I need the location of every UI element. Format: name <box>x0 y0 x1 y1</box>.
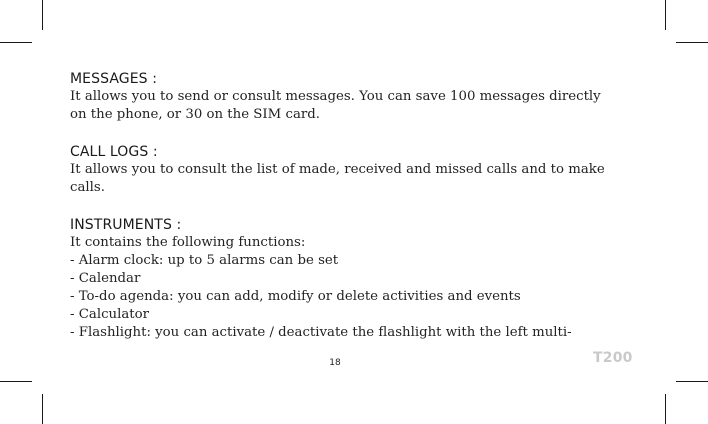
body-line: It allows you to consult the list of made, received and missed calls and to make <box>70 162 605 177</box>
body-line: It contains the following functions: <box>70 235 306 250</box>
section-call-logs <box>70 143 650 197</box>
section-heading <box>70 216 650 234</box>
crop-mark-bottom-left <box>0 381 32 382</box>
body-line: on the phone, or 30 on the SIM card. <box>70 107 320 122</box>
model-label: T200 <box>593 350 633 366</box>
body-line: calls. <box>70 180 105 195</box>
crop-mark-top-left <box>0 42 32 43</box>
page-number: 18 <box>329 358 341 368</box>
list-item: - Alarm clock: up to 5 alarms can be set <box>70 253 339 268</box>
section-body <box>70 88 650 124</box>
section-body <box>70 234 650 342</box>
section-separator: : <box>147 71 158 87</box>
section-messages <box>70 70 650 124</box>
crop-mark-bottom-left <box>42 394 43 424</box>
section-separator: : <box>171 217 182 233</box>
list-item: - To-do agenda: you can add, modify or delete activities and events <box>70 289 521 304</box>
crop-mark-top-right <box>665 0 666 30</box>
list-item: - Calendar <box>70 271 141 286</box>
list-item: - Calculator <box>70 307 149 322</box>
section-body <box>70 161 650 197</box>
section-title: MESSAGES <box>70 71 148 87</box>
section-heading <box>70 70 650 88</box>
section-heading <box>70 143 650 161</box>
crop-mark-top-left <box>42 0 43 30</box>
section-instruments <box>70 216 650 342</box>
section-separator: : <box>148 144 158 160</box>
section-title: INSTRUMENTS <box>70 217 172 233</box>
list-item: - Flashlight: you can activate / deactivate the flashlight with the left multi- <box>70 325 572 340</box>
crop-mark-bottom-right <box>676 381 708 382</box>
crop-mark-top-right <box>676 42 708 43</box>
page-content <box>70 70 650 361</box>
body-line: It allows you to send or consult messages. You can save 100 messages directly <box>70 89 601 104</box>
crop-mark-bottom-right <box>665 394 666 424</box>
section-title: CALL LOGS <box>70 144 149 160</box>
